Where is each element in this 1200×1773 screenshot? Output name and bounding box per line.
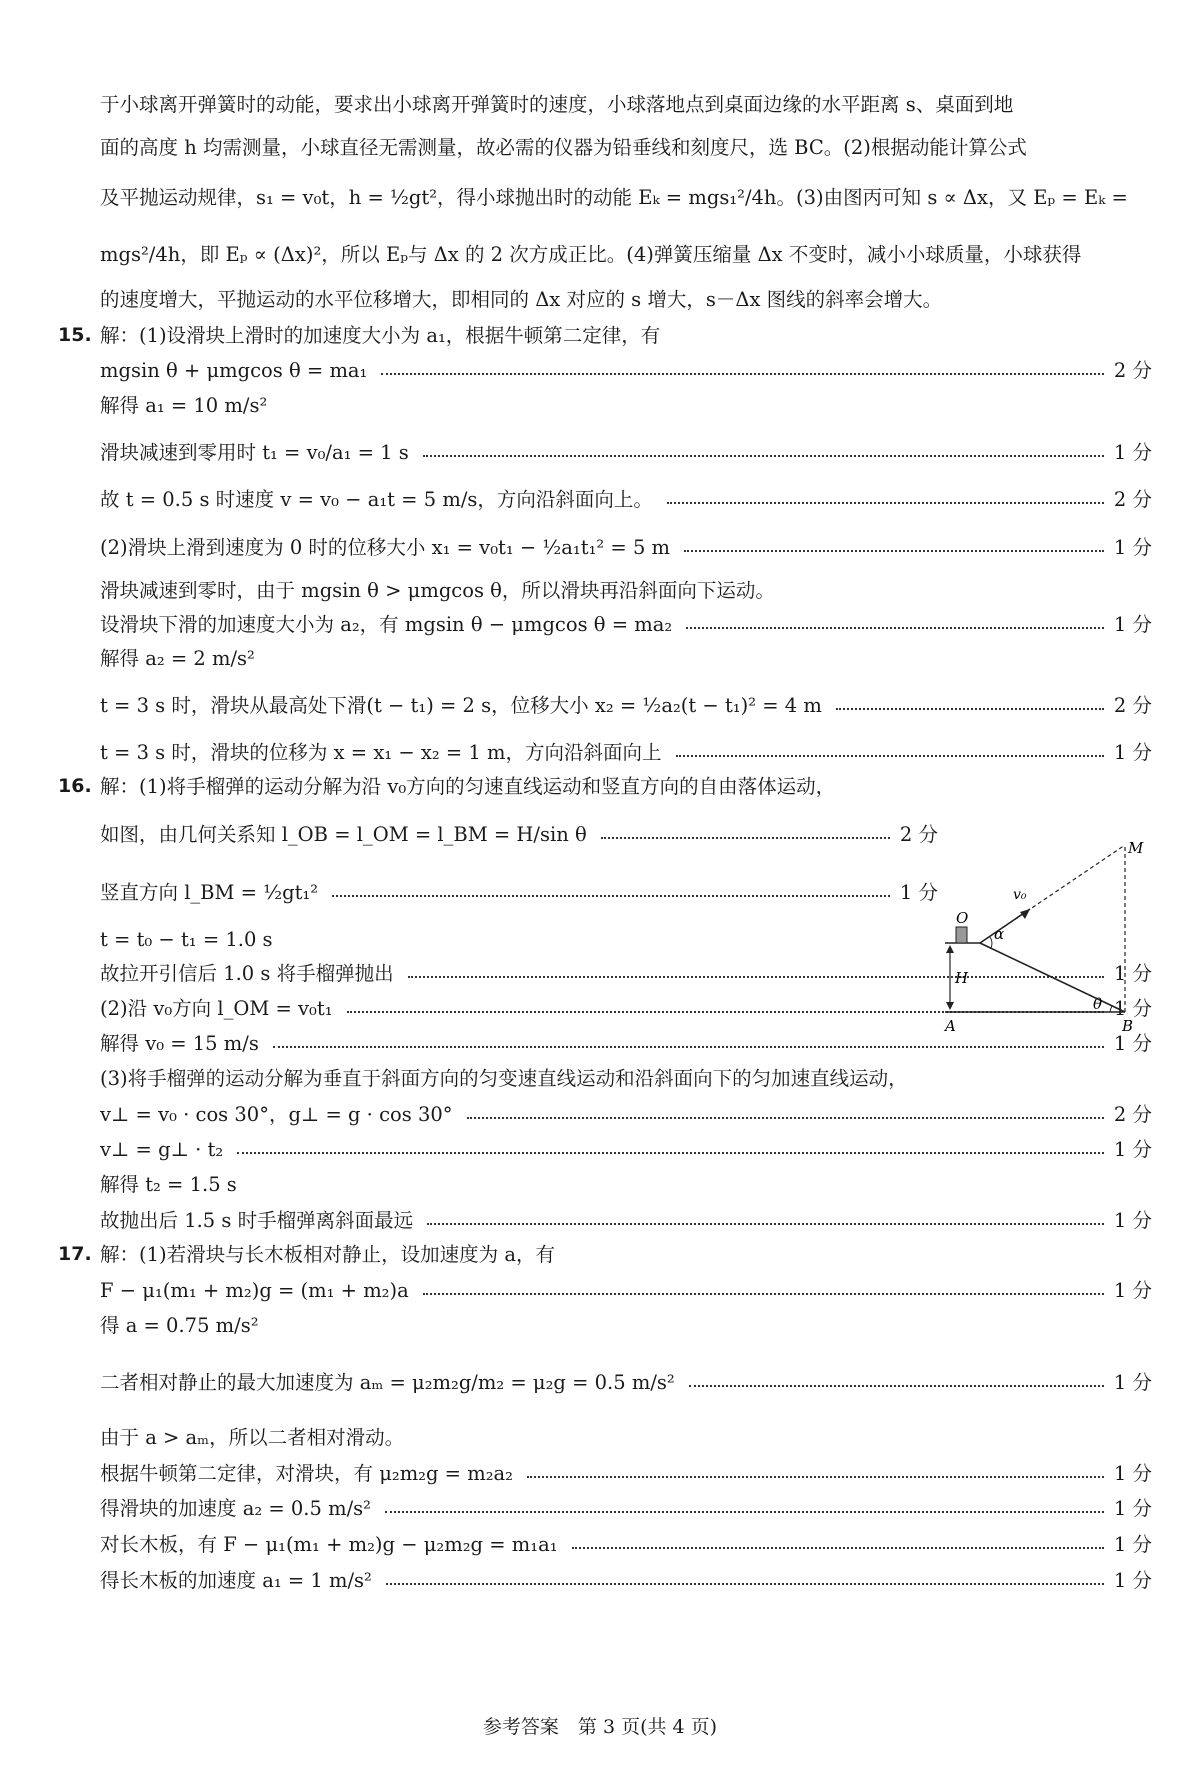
slope-diagram (930, 835, 1160, 1035)
q17-line-8: 对长木板，有 F − μ₁(m₁ + m₂)g − μ₂m₂g = m₁a₁ 1 分 (100, 1533, 1152, 1556)
question-number-16: 16. (58, 775, 92, 797)
q16-line-4: t = t₀ − t₁ = 1.0 s (100, 928, 273, 951)
score: 1 分 (1113, 1462, 1152, 1485)
q17-line-9: 得长木板的加速度 a₁ = 1 m/s² 1 分 (100, 1569, 1152, 1592)
leader-dots (237, 1140, 1104, 1154)
score: 1 分 (899, 881, 938, 904)
leader-dots (684, 538, 1104, 552)
leader-dots (601, 825, 890, 839)
leader-dots (273, 1034, 1104, 1048)
q15-line-1: 解：(1)设滑块上滑时的加速度大小为 a₁，根据牛顿第二定律，有 (100, 324, 661, 347)
theta-arc (1110, 1006, 1112, 1012)
q15-line-8: 设滑块下滑的加速度大小为 a₂，有 mgsin θ − μmgcos θ = ma₂ 1 分 (100, 613, 1152, 636)
leader-dots (423, 1281, 1104, 1295)
arrow-down-icon (946, 1002, 954, 1010)
q17-line-5: 由于 a > aₘ，所以二者相对滑动。 (100, 1426, 405, 1449)
intro-line-3: 及平抛运动规律，s₁ = v₀t，h = ½gt²，得小球抛出时的动能 Eₖ = mgs₁²/4h。(3)由图丙可知 s ∝ Δx，又 Eₚ = Eₖ = (100, 186, 1128, 209)
q17-line-4: 二者相对静止的最大加速度为 aₘ = μ₂m₂g/m₂ = μ₂g = 0.5 m/s² 1 分 (100, 1371, 1152, 1394)
score: 1 分 (1113, 1279, 1152, 1302)
leader-dots (427, 1211, 1104, 1225)
leader-dots (667, 490, 1104, 504)
label-v0: v₀ (1013, 887, 1027, 903)
q16-line-3: 竖直方向 l_BM = ½gt₁² 1 分 (100, 881, 938, 904)
q15-line-2: mgsin θ + μmgcos θ = ma₁ 2 分 (100, 359, 1152, 382)
score: 1 分 (1113, 997, 1152, 1020)
q16-line-12: 故抛出后 1.5 s 时手榴弹离斜面最远 1 分 (100, 1209, 1152, 1232)
q16-line-8: (3)将手榴弹的运动分解为垂直于斜面方向的匀变速直线运动和沿斜面向下的匀加速直线运动， (100, 1067, 908, 1090)
q16-line-9: v⊥ = v₀ · cos 30°，g⊥ = g · cos 30° 2 分 (100, 1103, 1152, 1126)
label-theta: θ (1093, 995, 1103, 1013)
score: 2 分 (1113, 488, 1152, 511)
q15-line-6: (2)滑块上滑到速度为 0 时的位移大小 x₁ = v₀t₁ − ½a₁t₁² = 5 m 1 分 (100, 536, 1152, 559)
q17-line-1: 解：(1)若滑块与长木板相对静止，设加速度为 a，有 (100, 1243, 555, 1266)
score: 1 分 (1113, 441, 1152, 464)
score: 2 分 (1113, 359, 1152, 382)
q16-line-6: (2)沿 v₀方向 l_OM = v₀t₁ 1 分 (100, 997, 1152, 1020)
label-O: O (956, 909, 969, 927)
score: 2 分 (1113, 694, 1152, 717)
q17-line-6: 根据牛顿第二定律，对滑块，有 μ₂m₂g = m₂a₂ 1 分 (100, 1462, 1152, 1485)
intro-line-5: 的速度增大，平抛运动的水平位移增大，即相同的 Δx 对应的 s 增大，s－Δx 图线的斜率会增大。 (100, 288, 943, 311)
score: 1 分 (1113, 536, 1152, 559)
leader-dots (676, 743, 1104, 757)
slope-line-OB (980, 943, 1125, 1012)
score: 1 分 (1113, 962, 1152, 985)
leader-dots (836, 696, 1104, 710)
q15-line-5: 故 t = 0.5 s 时速度 v = v₀ − a₁t = 5 m/s，方向沿斜面向上。 2 分 (100, 488, 1152, 511)
q15-line-9: 解得 a₂ = 2 m/s² (100, 647, 255, 670)
q15-line-10: t = 3 s 时，滑块从最高处下滑(t − t₁) = 2 s，位移大小 x₂ = ½a₂(t − t₁)² = 4 m 2 分 (100, 694, 1152, 717)
q16-line-2: 如图，由几何关系知 l_OB = l_OM = l_BM = H/sin θ 2 分 (100, 823, 938, 846)
question-number-17: 17. (58, 1243, 92, 1265)
leader-dots (467, 1105, 1104, 1119)
q17-line-3: 得 a = 0.75 m/s² (100, 1314, 259, 1337)
leader-dots (686, 615, 1104, 629)
leader-dots (423, 443, 1104, 457)
leader-dots (689, 1373, 1104, 1387)
q16-line-10: v⊥ = g⊥ · t₂ 1 分 (100, 1138, 1152, 1161)
leader-dots (381, 361, 1104, 375)
label-H: H (955, 969, 969, 987)
label-M: M (1128, 839, 1144, 857)
score: 2 分 (1113, 1103, 1152, 1126)
label-alpha: α (994, 925, 1005, 943)
q15-line-4: 滑块减速到零用时 t₁ = v₀/a₁ = 1 s 1 分 (100, 441, 1152, 464)
score: 1 分 (1113, 1569, 1152, 1592)
arrow-up-icon (946, 945, 954, 953)
arrow-head-icon (1020, 909, 1030, 919)
score: 1 分 (1113, 1138, 1152, 1161)
q17-line-7: 得滑块的加速度 a₂ = 0.5 m/s² 1 分 (100, 1497, 1152, 1520)
leader-dots (386, 1571, 1104, 1585)
leader-dots (527, 1464, 1104, 1478)
q16-line-1: 解：(1)将手榴弹的运动分解为沿 v₀方向的匀速直线运动和竖直方向的自由落体运动， (100, 775, 836, 798)
page-footer: 参考答案 第 3 页(共 4 页) (482, 1716, 718, 1738)
q15-line-3: 解得 a₁ = 10 m/s² (100, 394, 268, 417)
score: 1 分 (1113, 741, 1152, 764)
grenade-block (956, 927, 967, 943)
intro-line-2: 面的高度 h 均需测量，小球直径无需测量，故必需的仪器为铅垂线和刻度尺，选 BC。(2)根据动能计算公式 (100, 136, 1027, 159)
intro-line-4: mgs²/4h，即 Eₚ ∝ (Δx)²，所以 Eₚ与 Δx 的 2 次方成正比。(4)弹簧压缩量 Δx 不变时，减小小球质量，小球获得 (100, 243, 1082, 266)
q15-line-11: t = 3 s 时，滑块的位移为 x = x₁ − x₂ = 1 m，方向沿斜面向上 1 分 (100, 741, 1152, 764)
score: 1 分 (1113, 1371, 1152, 1394)
alpha-arc (990, 937, 992, 948)
score: 1 分 (1113, 613, 1152, 636)
score: 1 分 (1113, 1533, 1152, 1556)
question-number-15: 15. (58, 324, 92, 346)
score: 1 分 (1113, 1209, 1152, 1232)
leader-dots (332, 883, 890, 897)
q16-line-11: 解得 t₂ = 1.5 s (100, 1173, 237, 1196)
q16-line-7: 解得 v₀ = 15 m/s 1 分 (100, 1032, 1152, 1055)
score: 1 分 (1113, 1032, 1152, 1055)
q15-line-7: 滑块减速到零时，由于 mgsin θ > μmgcos θ，所以滑块再沿斜面向下运动。 (100, 579, 775, 602)
score: 1 分 (1113, 1497, 1152, 1520)
leader-dots (572, 1535, 1104, 1549)
q16-line-5: 故拉开引信后 1.0 s 将手榴弹抛出 1 分 (100, 962, 1152, 985)
leader-dots (385, 1499, 1104, 1513)
score: 2 分 (899, 823, 938, 846)
q17-line-2: F − μ₁(m₁ + m₂)g = (m₁ + m₂)a 1 分 (100, 1279, 1152, 1302)
label-B: B (1122, 1017, 1134, 1035)
intro-line-1: 于小球离开弹簧时的动能，要求出小球离开弹簧时的速度，小球落地点到桌面边缘的水平距离 s、桌面到地 (100, 93, 1014, 116)
label-A: A (945, 1017, 956, 1035)
